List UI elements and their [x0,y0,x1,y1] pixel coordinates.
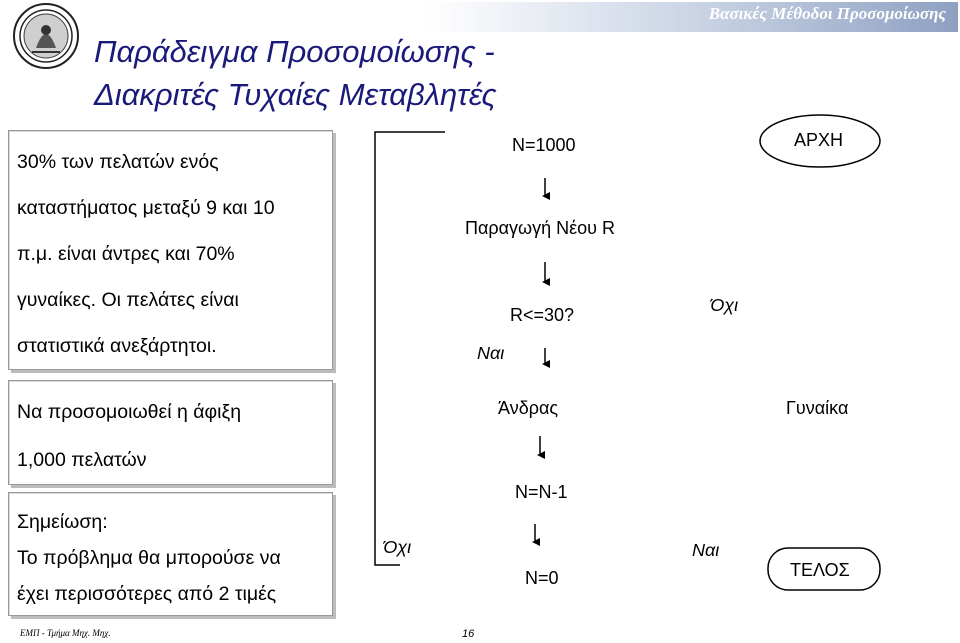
section-title: Βασικές Μέθοδοι Προσομοίωσης [708,4,946,23]
note-line-2: Το πρόβλημα θα μπορούσε να [17,547,281,569]
task-line-1: Να προσομοιωθεί η άφιξη [17,401,242,423]
label-no-condition: Όχι [710,295,739,315]
title-line-1: Παράδειγμα Προσομοίωσης - [94,34,495,69]
description-line-2: καταστήματος μεταξύ 9 και 10 [17,197,275,219]
node-condition: R<=30? [510,305,575,325]
node-check-zero: N=0 [525,568,559,588]
label-no-loop: Όχι [383,537,412,557]
label-yes-end: Ναι [692,540,720,560]
description-line-5: στατιστικά ανεξάρτητοι. [17,335,217,357]
description-line-4: γυναίκες. Οι πελάτες είναι [17,289,239,311]
title-line-2: Διακριτές Τυχαίες Μεταβλητές [94,77,497,112]
node-decrement: N=N-1 [515,482,568,502]
footer-institution: ΕΜΠ - Τμήμα Μηχ. Μηχ. [20,628,111,638]
node-end: ΤΕΛΟΣ [790,560,850,580]
node-init: N=1000 [512,135,576,155]
loop-back-line [375,132,445,565]
description-line-3: π.μ. είναι άντρες και 70% [17,243,235,265]
node-start: ΑΡΧΗ [794,130,844,150]
page-number: 16 [462,628,475,640]
task-line-2: 1,000 πελατών [17,449,147,471]
note-line-1: Σημείωση: [17,511,108,533]
description-line-1: 30% των πελατών ενός [17,151,219,173]
note-line-3: έχει περισσότερες από 2 τιμές [17,583,277,605]
node-female: Γυναίκα [786,398,849,418]
node-generate: Παραγωγή Νέου R [465,218,615,238]
label-yes-condition: Ναι [477,343,505,363]
node-male: Άνδρας [498,398,559,418]
